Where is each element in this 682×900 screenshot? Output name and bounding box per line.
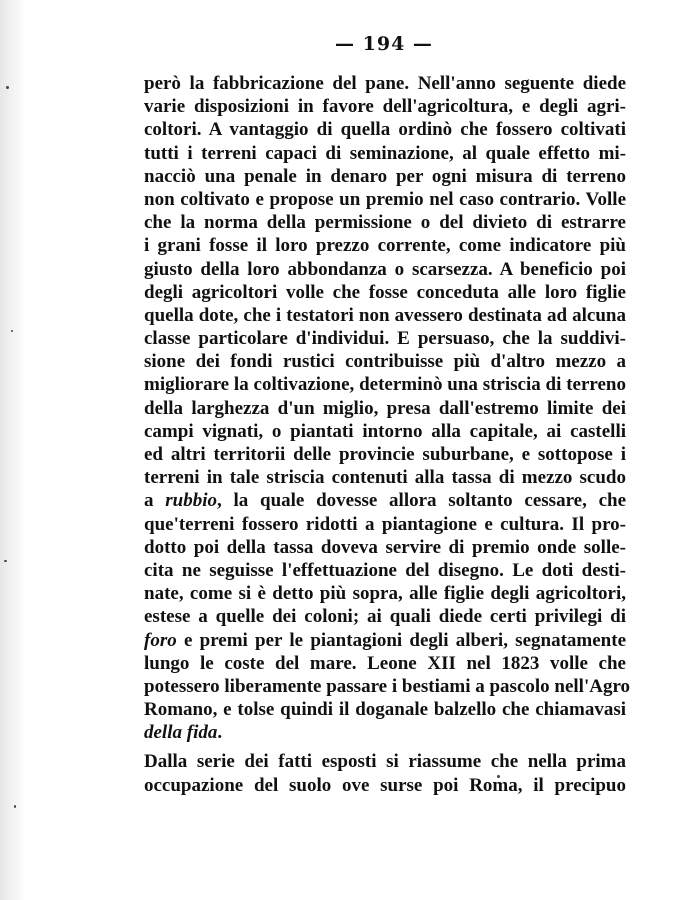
text-line: [144, 420, 626, 443]
text-line: [144, 652, 626, 675]
text-segment: varie disposizioni in favore dell'agricoltura, e degli agri-: [144, 96, 626, 118]
text-segment: .: [217, 722, 223, 744]
italic-term: della fida: [144, 722, 218, 744]
text-segment: non coltivato e propose un premio nel caso contrario. Volle: [144, 188, 626, 210]
text-segment: della larghezza d'un miglio, presa dall'estremo limite dei: [144, 397, 626, 419]
text-segment: nacciò una penale in denaro per ogni misura di terreno: [144, 165, 626, 187]
text-segment: giusto della loro abbondanza o scarsezza. A beneficio poi: [144, 258, 626, 280]
text-segment: , la quale dovesse allora soltanto cessare, che: [217, 490, 627, 512]
text-line: [144, 774, 626, 797]
text-segment: potessero liberamente passare i bestiami a pascolo nell'Agro: [144, 675, 631, 697]
text-line: [144, 72, 626, 95]
text-segment: dotto poi della tassa doveva servire di premio onde solle-: [144, 536, 626, 558]
text-segment: migliorare la coltivazione, determinò una striscia di terreno: [144, 374, 626, 396]
text-line: [144, 582, 626, 605]
scan-speck: [14, 805, 16, 808]
text-line: [144, 350, 626, 373]
text-segment: quella dote, che i testatori non avessero destinata ad alcuna: [144, 304, 626, 326]
text-segment: a: [144, 490, 166, 512]
text-segment: estese a quelle dei coloni; ai quali diede certi privilegi di: [144, 606, 626, 628]
text-line: [144, 559, 626, 582]
text-line: [144, 721, 626, 744]
text-line: [144, 281, 626, 304]
text-line: [144, 513, 626, 536]
text-segment: campi vignati, o piantati intorno alla capitale, ai castelli: [144, 420, 626, 442]
scan-speck: [6, 86, 9, 89]
text-segment: che la norma della permissione o del divieto di estrarre: [144, 212, 626, 234]
text-line: [144, 142, 626, 165]
text-line: [144, 188, 626, 211]
text-line: [144, 675, 631, 698]
text-segment: e premi per le piantagioni degli alberi, segnatamente: [176, 629, 626, 651]
text-segment: Dalla serie dei fatti esposti si riassume che nella prima: [144, 751, 626, 773]
text-line: [144, 605, 626, 628]
text-segment: cita ne seguisse l'effettuazione del disegno. Le doti desti-: [144, 559, 626, 581]
text-line: [144, 258, 626, 281]
text-line: [144, 165, 626, 188]
text-segment: que'terreni fossero ridotti a piantagione e cultura. Il pro-: [144, 513, 626, 535]
italic-term: foro: [144, 629, 177, 651]
text-segment: classe particolare d'individui. E persuaso, che la suddivi-: [144, 328, 626, 350]
text-line: [144, 211, 626, 234]
text-segment: ed altri territorii delle provincie suburbane, e sottopose i: [144, 444, 626, 465]
text-line: [144, 750, 626, 773]
text-segment: però la fabbricazione del pane. Nell'anno seguente diede: [144, 73, 626, 94]
text-segment: tutti i terreni capaci di seminazione, al quale effetto mi-: [144, 142, 626, 164]
text-line: [144, 698, 626, 721]
text-line: [144, 466, 626, 489]
text-line: [144, 304, 626, 327]
text-line: [144, 489, 626, 512]
text-line: [144, 629, 626, 652]
text-segment: nate, come si è detto più sopra, alle figlie degli agricoltori,: [144, 583, 626, 605]
text-segment: degli agricoltori volle che fosse conceduta alle loro figlie: [144, 281, 626, 303]
scan-shadow: [0, 0, 26, 900]
text-segment: Romano, e tolse quindi il doganale balzello che chiamavasi: [144, 699, 626, 721]
italic-term: rubbio: [165, 490, 217, 512]
text-line: [144, 234, 626, 257]
text-segment: terreni in tale striscia contenuti alla tassa di mezzo scudo: [144, 467, 626, 489]
text-line: [144, 373, 626, 396]
text-line: [144, 327, 626, 350]
text-segment: lungo le coste del mare. Leone XII nel 1823 volle che: [144, 652, 626, 674]
text-segment: sione dei fondi rustici contribuisse più d'altro mezzo a: [144, 351, 626, 373]
text-segment: occupazione del suolo ove surse poi Roma, il precipuo: [144, 774, 626, 796]
text-line: [144, 118, 626, 141]
text-line: [144, 95, 626, 118]
text-line: [144, 397, 626, 420]
text-line: [144, 536, 626, 559]
text-segment: coltori. A vantaggio di quella ordinò che fossero coltivati: [144, 119, 626, 141]
text-line: [144, 443, 626, 466]
page-number: — 194 —: [335, 33, 433, 55]
scan-speck: [4, 560, 7, 562]
body-text: [144, 72, 631, 797]
scan-speck: [11, 330, 13, 332]
text-segment: i grani fosse il loro prezzo corrente, come indicatore più: [144, 235, 626, 257]
